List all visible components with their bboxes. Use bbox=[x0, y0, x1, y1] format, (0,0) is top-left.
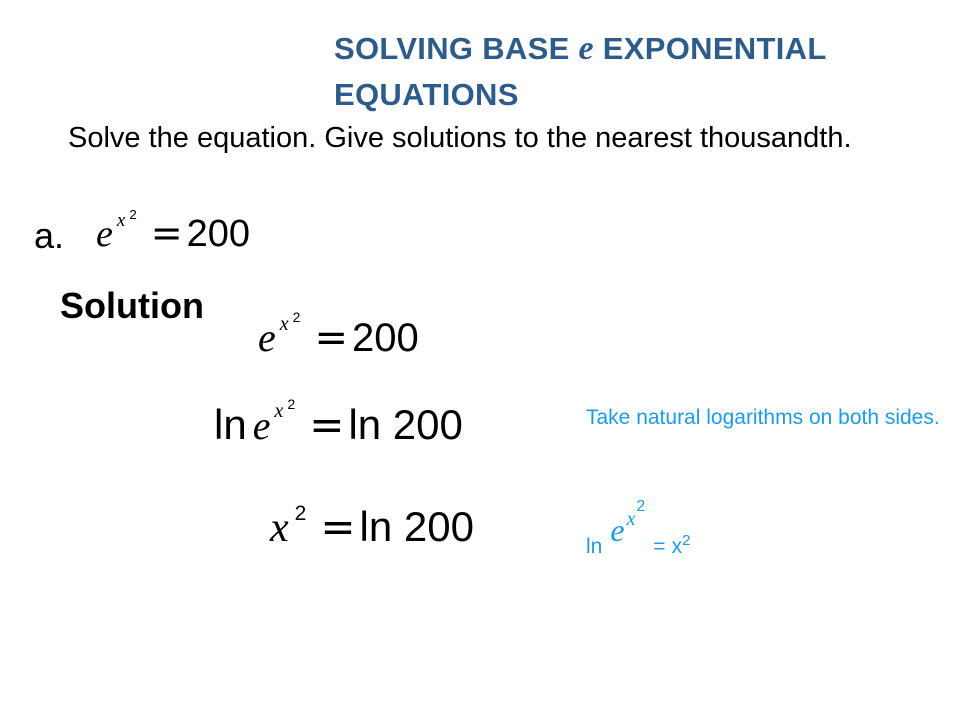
problem-exponent-var: x bbox=[116, 210, 126, 232]
step2-base: e bbox=[252, 403, 271, 448]
problem-equals: = bbox=[150, 211, 183, 255]
step1-exponent bbox=[279, 309, 301, 335]
part-label: a. bbox=[34, 215, 65, 256]
instruction-text: Solve the equation. Give solutions to the nearest thousandth. bbox=[68, 122, 852, 154]
note2-exponent bbox=[626, 498, 646, 530]
note2-exponent-power: 2 bbox=[636, 498, 646, 515]
note-take-logs: Take natural logarithms on both sides. bbox=[586, 406, 940, 429]
note2-equals: = bbox=[653, 535, 666, 558]
step3-equals: = bbox=[320, 502, 356, 551]
title-suffix: EXPONENTIAL EQUATIONS bbox=[334, 31, 826, 112]
step3-lhs-var: x bbox=[270, 505, 289, 551]
step1-exponent-power: 2 bbox=[292, 309, 301, 326]
step2-equals: = bbox=[309, 400, 345, 449]
note2-base: e bbox=[610, 512, 625, 548]
step2-rhs: ln 200 bbox=[348, 401, 463, 448]
note-ln-identity bbox=[586, 492, 946, 558]
solution-step-2 bbox=[214, 396, 463, 449]
problem-exponent-power: 2 bbox=[129, 206, 137, 222]
solution-step-3 bbox=[270, 502, 474, 551]
step2-ln: ln bbox=[214, 401, 247, 448]
step1-base: e bbox=[258, 315, 276, 360]
step3-lhs-power: 2 bbox=[294, 502, 307, 525]
note2-ln: ln bbox=[586, 535, 603, 558]
step2-exponent-power: 2 bbox=[287, 396, 296, 413]
title-prefix: SOLVING BASE bbox=[334, 31, 579, 66]
step1-rhs: 200 bbox=[351, 316, 419, 360]
note2-exponent-var: x bbox=[626, 508, 636, 530]
slide-title bbox=[334, 26, 934, 118]
step3-rhs: ln 200 bbox=[359, 503, 474, 550]
step1-equals: = bbox=[314, 315, 348, 361]
problem-rhs: 200 bbox=[186, 213, 250, 255]
title-variable: e bbox=[578, 30, 594, 67]
note2-rhs-var: x bbox=[671, 535, 683, 558]
problem-exponent bbox=[116, 206, 137, 232]
problem-base: e bbox=[96, 213, 113, 255]
solution-heading: Solution bbox=[60, 285, 204, 326]
note2-rhs-power: 2 bbox=[682, 532, 691, 549]
note2-rhs bbox=[671, 532, 691, 558]
solution-step-1 bbox=[258, 309, 419, 361]
step2-exponent-var: x bbox=[274, 399, 284, 422]
step2-exponent bbox=[274, 396, 296, 422]
problem-equation bbox=[96, 206, 250, 255]
step1-exponent-var: x bbox=[279, 313, 289, 335]
